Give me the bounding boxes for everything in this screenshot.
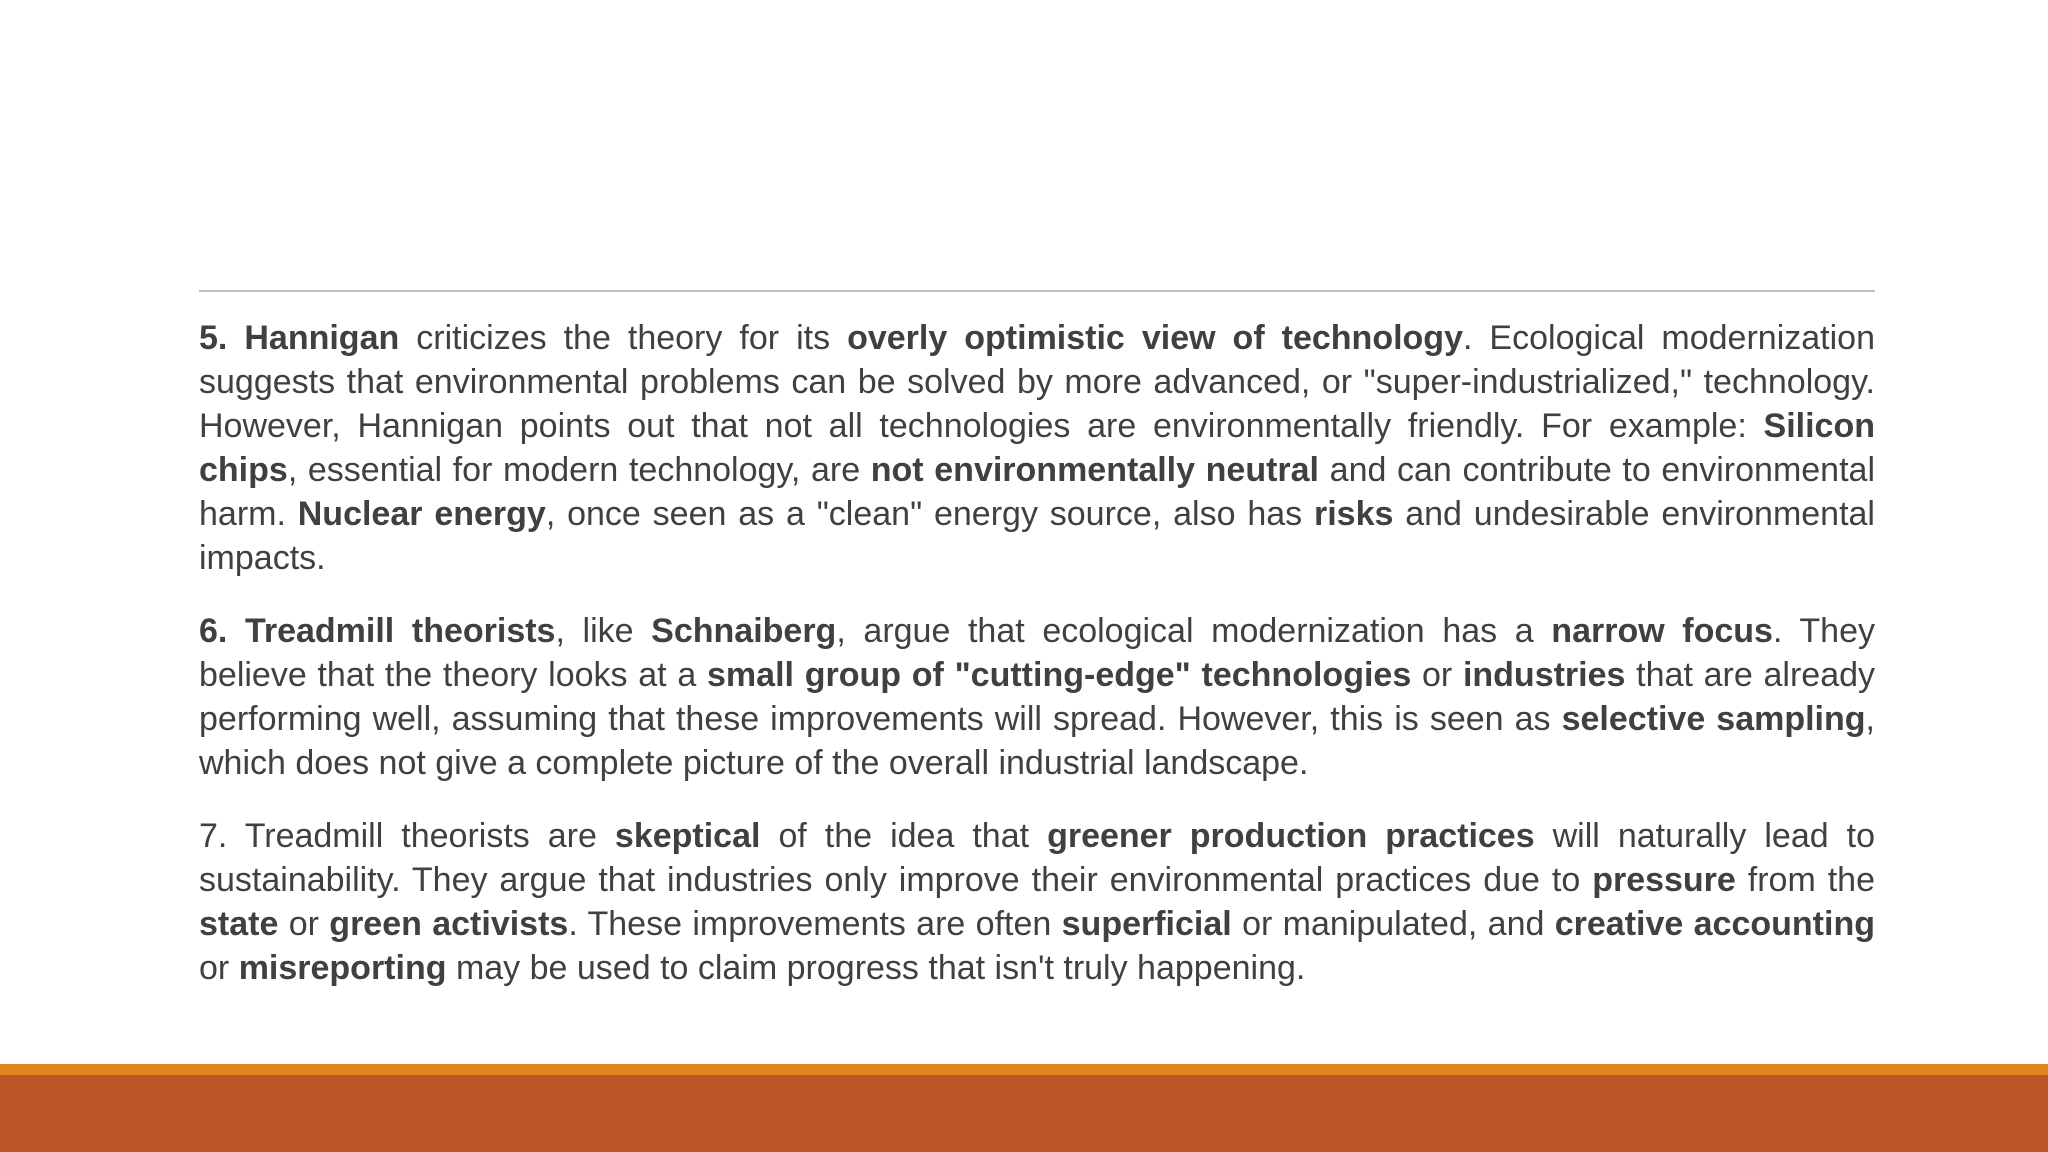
text-run: 7. Treadmill theorists are <box>199 817 615 855</box>
text-run: not environmentally neutral <box>870 451 1320 489</box>
text-run: narrow focus <box>1551 612 1773 650</box>
text-run: Nuclear energy <box>297 495 546 533</box>
text-run: or <box>1411 656 1463 694</box>
text-run: . Ecological modernization suggests that environmental problems can be solved by more advanced, or "super-industrialized," technology. However, Hannigan points out that not all technologies are environmentally friendly. For example: <box>199 319 1875 445</box>
text-run: or <box>278 905 330 943</box>
text-run: Silicon chips <box>199 407 1875 489</box>
text-run: or manipulated, and <box>1231 905 1555 943</box>
paragraph-treadmill-skeptical <box>199 814 1875 990</box>
text-run: or <box>199 949 239 987</box>
text-run: state <box>199 905 279 943</box>
text-run: criticizes the theory for its <box>399 319 848 357</box>
text-run: of the idea that <box>760 817 1048 855</box>
text-run: 6. Treadmill theorists <box>199 612 556 650</box>
text-run: greener production practices <box>1047 817 1535 855</box>
text-run: misreporting <box>238 949 447 987</box>
text-run: from the <box>1735 861 1875 899</box>
text-run: skeptical <box>614 817 761 855</box>
text-run: creative accounting <box>1554 905 1875 943</box>
footer-accent-stripe <box>0 1064 2048 1075</box>
text-run: will naturally lead to sustainability. They argue that industries only improve their environmental practices due to <box>199 817 1875 899</box>
title-divider <box>199 290 1875 292</box>
footer-bar <box>0 1075 2048 1152</box>
text-run: risks <box>1313 495 1394 533</box>
text-run: may be used to claim progress that isn't truly happening. <box>446 949 1306 987</box>
text-run: small group of "cutting-edge" technologies <box>707 656 1412 694</box>
text-run: selective sampling <box>1561 700 1866 738</box>
text-run: industries <box>1462 656 1626 694</box>
text-run: , once seen as a "clean" energy source, also has <box>545 495 1314 533</box>
text-run: , argue that ecological modernization has a <box>836 612 1552 650</box>
text-run: 5. Hannigan <box>199 319 400 357</box>
text-run: Schnaiberg <box>651 612 837 650</box>
text-run: that are already performing well, assuming that these improvements will spread. However, this is seen as <box>199 656 1876 738</box>
text-run: green activists <box>329 905 569 943</box>
text-run: . These improvements are often <box>568 905 1062 943</box>
text-run: , essential for modern technology, are <box>287 451 871 489</box>
text-run: and can contribute to environmental harm. <box>199 451 1875 533</box>
text-run: and undesirable environmental impacts. <box>199 495 1875 577</box>
text-run: . They believe that the theory looks at a <box>199 612 1875 694</box>
paragraph-hannigan <box>199 316 1875 580</box>
text-run: pressure <box>1592 861 1736 899</box>
text-run: , which does not give a complete picture of the overall industrial landscape. <box>199 700 1875 782</box>
text-run: superficial <box>1061 905 1232 943</box>
text-run: overly optimistic view of technology <box>847 319 1463 357</box>
slide-body <box>199 316 1875 990</box>
paragraph-treadmill-narrow-focus <box>199 609 1875 785</box>
text-run: , like <box>555 612 652 650</box>
